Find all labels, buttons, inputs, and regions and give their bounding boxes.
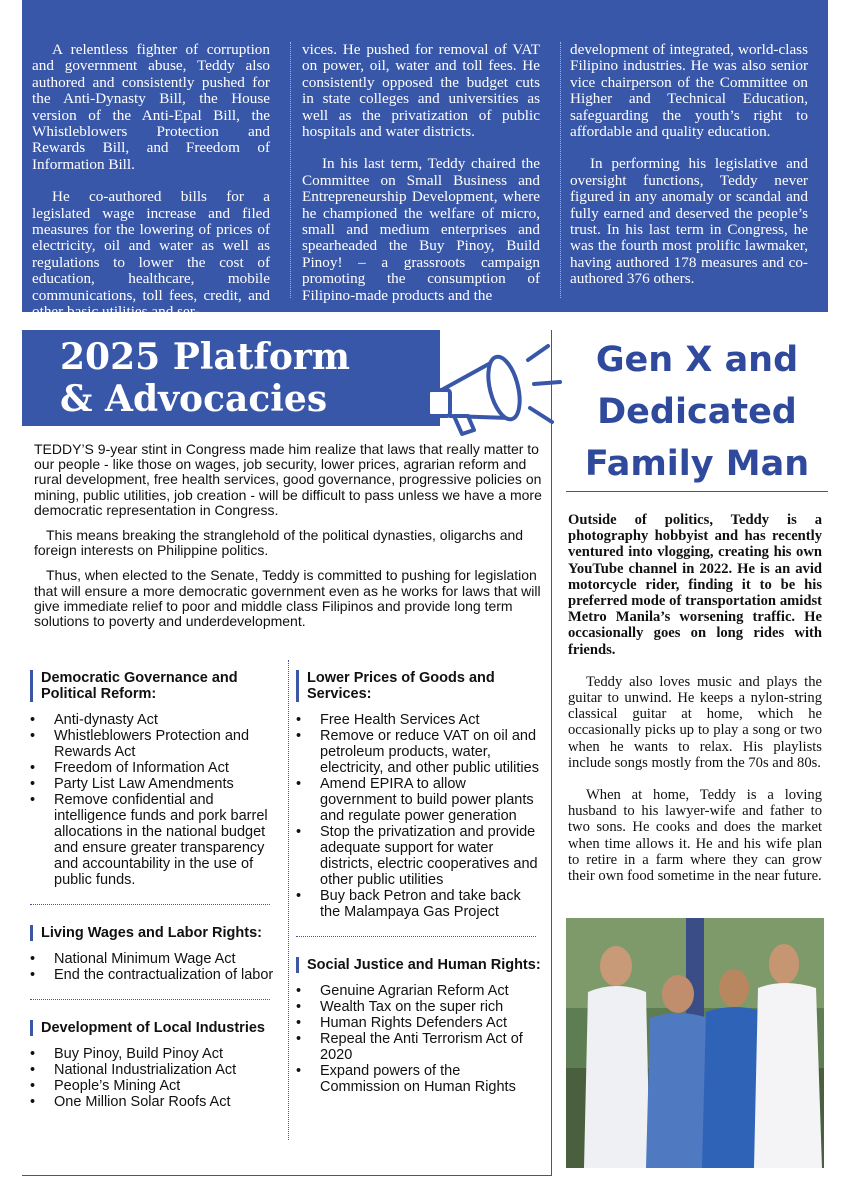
bio-paragraph: In performing his legislative and oversight functions, Teddy never figured in any anomaly or scandal and fully earned and deserved the people’s trust. In his last term in Congress, he was the fourth most prolific lawmaker, having authored 178 measures and co-authored 376 others. xyxy=(570,155,808,288)
gen-x-title xyxy=(566,334,828,492)
list-item: • Genuine Agrarian Reform Act xyxy=(296,983,544,999)
megaphone-icon xyxy=(418,330,568,440)
section-divider xyxy=(296,936,536,937)
list-item: • National Minimum Wage Act xyxy=(30,951,286,967)
gen-x-title-line: Gen X and xyxy=(595,340,799,380)
advocacy-heading: Democratic Governance and Political Reform: xyxy=(30,670,286,702)
intro-paragraph: TEDDY’S 9-year stint in Congress made him realize that laws that really matter to our people - like those on wages, job security, lower prices, agrarian reform and rural development, free health services, good governance, progressive policies on mining, public utilities, job creation - will be difficult to pass unless we have a more democratic representation in Congress. xyxy=(34,441,542,518)
advocacy-list xyxy=(296,983,544,1095)
gen-x-lead: Outside of politics, Teddy is a photography hobbyist and has recently ventured into vlogging, creating his own YouTube channel in 2022. He is an avid motorcycle rider, finding it to be his preferred mode of transportation amidst Metro Manila’s worsening traffic. He occasionally goes on long rides with friends. xyxy=(568,512,822,658)
list-item: • Freedom of Information Act xyxy=(30,760,286,776)
advocacy-list xyxy=(30,712,286,888)
bio-paragraph: A relentless fighter of corruption and government abuse, Teddy also authored and consistently pushed for the Anti-Dynasty Bill, the House version of the Anti-Epal Bill, the Whistleblowers Protection and Rewards Bill, and Freedom of Information Bill. xyxy=(32,41,270,173)
platform-title-line: & Advocacies xyxy=(60,378,328,420)
advocacy-list xyxy=(30,1046,286,1110)
list-item: • Anti-dynasty Act xyxy=(30,712,286,728)
platform-title-line: 2025 Platform xyxy=(60,336,350,378)
column-divider xyxy=(288,660,289,1140)
bio-paragraph: development of integrated, world-class Filipino industries. He was also senior vice chairperson of the Committee on Higher and Technical Education, safeguarding the youth’s right to affordable and quality education. xyxy=(570,41,808,141)
bio-paragraph: He co-authored bills for a legislated wage increase and filed measures for the lowering of prices of electricity, oil and water as well as regulations to lower the cost of education, healthcare, mobile communications, toll fees, credit, and other basic utilities and ser- xyxy=(32,188,270,321)
advocacy-heading: Lower Prices of Goods and Services: xyxy=(296,670,544,702)
top-bio-band xyxy=(22,0,828,321)
section-divider xyxy=(30,904,270,905)
list-item: • Expand powers of the Commission on Human Rights xyxy=(296,1063,544,1095)
intro-paragraph: Thus, when elected to the Senate, Teddy is committed to pushing for legislation that will ensure a more democratic government even as he works for laws that will give immediate relief to poor and middle class Filipinos and provide long term solutions to poverty and underdevelopment. xyxy=(34,567,541,630)
advocacy-group xyxy=(30,670,286,888)
list-item: • Remove confidential and intelligence funds and pork barrel allocations in the national budget and ensure greater transparency and accountability in the use of public funds. xyxy=(30,792,286,888)
platform-section xyxy=(22,330,552,1176)
advocacy-group xyxy=(296,670,544,920)
family-photo xyxy=(566,918,824,1168)
list-item: • Human Rights Defenders Act xyxy=(296,1015,544,1031)
section-divider xyxy=(30,999,270,1000)
bio-column-1 xyxy=(32,42,270,337)
bio-paragraph: In his last term, Teddy chaired the Committee on Small Business and Entrepreneurship Development, where he championed the welfare of micro, small and medium enterprises and spearheaded the Buy Pinoy, Build Pinoy! – a grassroots campaign promoting the consumption of Filipino-made products and the xyxy=(302,155,540,304)
list-item: • National Industrialization Act xyxy=(30,1062,286,1078)
list-item: • Party List Law Amendments xyxy=(30,776,286,792)
advocacy-group xyxy=(30,925,286,983)
list-item: • Stop the privatization and provide adequate support for water districts, electric cooperatives and other public utilities xyxy=(296,824,544,888)
platform-header xyxy=(22,330,440,426)
column-divider xyxy=(290,42,291,298)
platform-intro xyxy=(34,442,544,639)
gen-x-title-line: Family Man xyxy=(584,444,810,484)
column-divider xyxy=(560,42,561,298)
advocacy-column-right xyxy=(296,670,544,1111)
list-item: • Repeal the Anti Terrorism Act of 2020 xyxy=(296,1031,544,1063)
list-item: • Free Health Services Act xyxy=(296,712,544,728)
list-item: • Amend EPIRA to allow government to build power plants and regulate power generation xyxy=(296,776,544,824)
gen-x-body xyxy=(568,512,822,900)
family-photo-illustration xyxy=(566,918,824,1168)
list-item: • End the contractualization of labor xyxy=(30,967,286,983)
bio-paragraph: vices. He pushed for removal of VAT on power, oil, water and toll fees. He consistently opposed the budget cuts in state colleges and universities as well as the privatization of public hospitals and water districts. xyxy=(302,41,540,141)
list-item: • Whistleblowers Protection and Rewards Act xyxy=(30,728,286,760)
gen-x-paragraph: When at home, Teddy is a loving husband to his lawyer-wife and father to two sons. He cooks and does the market when time allows it. He and his wife plan to retire in a farm where they can grow their own food sometime in the near future. xyxy=(568,787,822,885)
list-item: • People’s Mining Act xyxy=(30,1078,286,1094)
list-item: • Remove or reduce VAT on oil and petroleum products, water, electricity, and other public utilities xyxy=(296,728,544,776)
list-item: • Wealth Tax on the super rich xyxy=(296,999,544,1015)
platform-title xyxy=(60,336,350,420)
list-item: • Buy back Petron and take back the Malampaya Gas Project xyxy=(296,888,544,920)
gen-x-title-line: Dedicated xyxy=(597,392,797,432)
advocacy-heading: Development of Local Industries xyxy=(30,1020,286,1036)
advocacy-list xyxy=(30,951,286,983)
page-bottom-edge xyxy=(0,1186,848,1200)
advocacy-group xyxy=(30,1020,286,1110)
advocacy-list xyxy=(296,712,544,920)
advocacy-heading: Living Wages and Labor Rights: xyxy=(30,925,286,941)
bio-column-3 xyxy=(570,42,808,304)
advocacy-heading: Social Justice and Human Rights: xyxy=(296,957,544,973)
advocacy-column-left xyxy=(30,670,286,1126)
gen-x-paragraph: Teddy also loves music and plays the guitar to unwind. He keeps a nylon-string classical guitar at home, which he occasionally picks up to play a song or two when he wants to relax. His playlists include songs mostly from the 70s and 80s. xyxy=(568,673,822,771)
intro-paragraph: This means breaking the stranglehold of the political dynasties, oligarchs and foreign interests on Philippine politics. xyxy=(34,527,524,559)
list-item: • One Million Solar Roofs Act xyxy=(30,1094,286,1110)
bio-column-2 xyxy=(302,42,540,320)
advocacy-group xyxy=(296,957,544,1095)
list-item: • Buy Pinoy, Build Pinoy Act xyxy=(30,1046,286,1062)
